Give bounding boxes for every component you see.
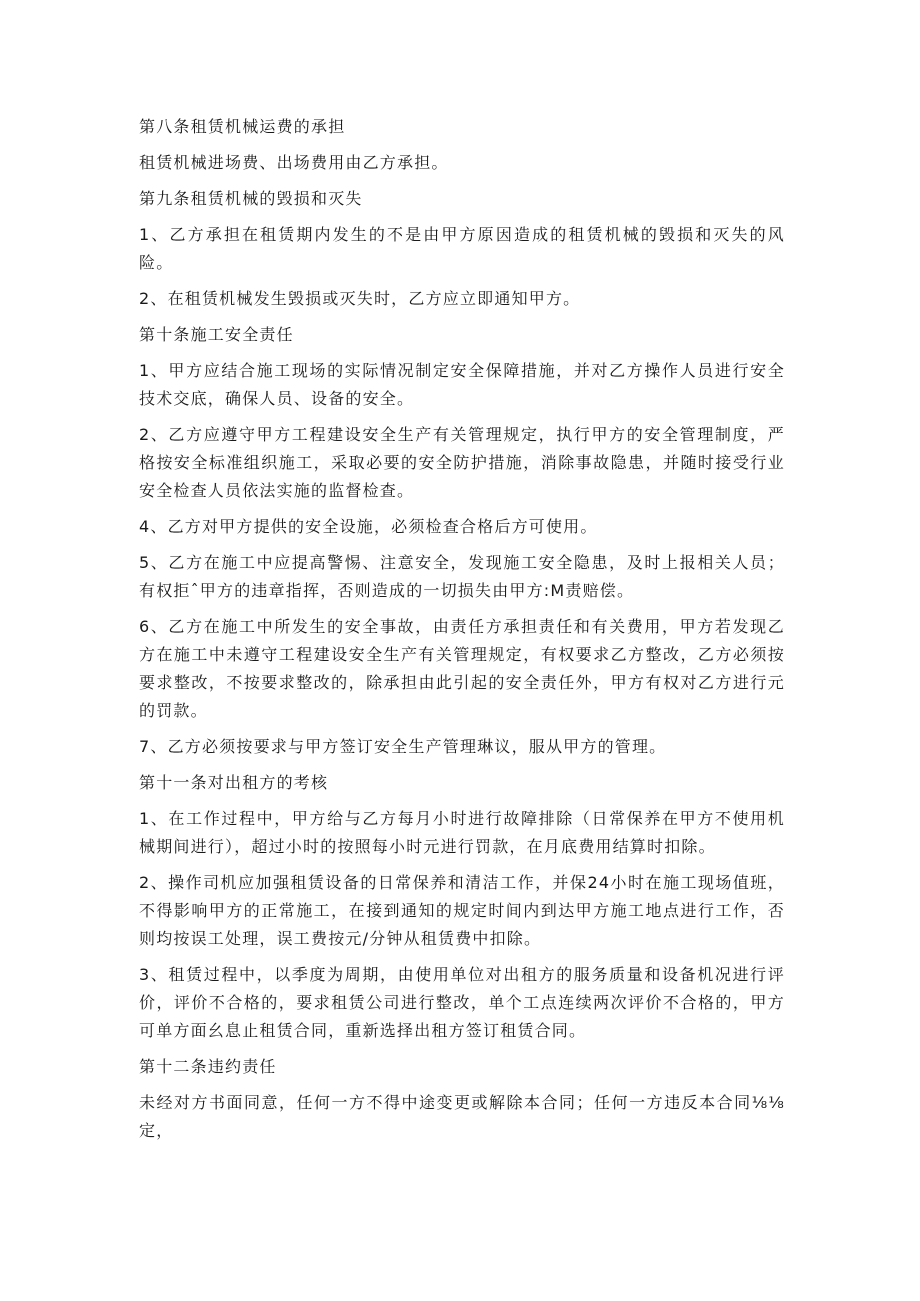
- paragraph: 未经对方书面同意，任何一方不得中途变更或解除本合同；任何一方违反本合同⅛⅛定，: [139, 1093, 785, 1140]
- section-heading-11: 第十一条对出租方的考核: [139, 773, 329, 792]
- paragraph: 4、乙方对甲方提供的安全设施，必须检查合格后方可使用。: [139, 517, 598, 536]
- paragraph: 6、乙方在施工中所发生的安全事故，由责任方承担责任和有关费用，甲方若发现乙方在施工中未遵守工程建设安全生产有关管理规定，有权要求乙方整改，乙方必须按要求整改，不按要求整改的，除承担由此引起的安全责任外，甲方有权对乙方进行元的罚款。: [139, 617, 785, 720]
- section-heading-10: 第十条施工安全责任: [139, 325, 294, 344]
- paragraph: 2、乙方应遵守甲方工程建设安全生产有关管理规定，执行甲方的安全管理制度，严格按安全标准组织施工，采取必要的安全防护措施，消除事故隐患，并随时接受行业安全检查人员依法实施的监督检查。: [139, 425, 785, 500]
- paragraph: 1、甲方应结合施工现场的实际情况制定安全保障措施，并对乙方操作人员进行安全技术交底，确保人员、设备的安全。: [139, 361, 785, 408]
- paragraph: 5、乙方在施工中应提高警惕、注意安全，发现施工安全隐患，及时上报相关人员；有权拒ˆ甲方的违章指挥，否则造成的一切损失由甲方:M责赔偿。: [139, 553, 785, 600]
- section-heading-12: 第十二条违约责任: [139, 1057, 277, 1076]
- section-heading-8: 第八条租赁机械运费的承担: [139, 117, 346, 136]
- paragraph: 2、在租赁机械发生毁损或灭失时，乙方应立即通知甲方。: [139, 289, 581, 308]
- paragraph: 7、乙方必须按要求与甲方签订安全生产管理琳议，服从甲方的管理。: [139, 737, 667, 756]
- paragraph: 1、在工作过程中，甲方给与乙方每月小时进行故障排除（日常保养在甲方不使用机械期间进行），超过小时的按照每小时元进行罚款，在月底费用结算时扣除。: [139, 809, 785, 856]
- paragraph: 1、乙方承担在租赁期内发生的不是由甲方原因造成的租赁机械的毁损和灭失的风险。: [139, 225, 785, 272]
- paragraph: 2、操作司机应加强租赁设备的日常保养和清洁工作，并保24小时在施工现场值班，不得影响甲方的正常施工，在接到通知的规定时间内到达甲方施工地点进行工作，否则均按误工处理，误工费按元/分钟从租赁费中扣除。: [139, 873, 785, 948]
- section-heading-9: 第九条租赁机械的毁损和灭失: [139, 189, 363, 208]
- paragraph: 租赁机械进场费、出场费用由乙方承担。: [139, 153, 449, 172]
- paragraph: 3、租赁过程中，以季度为周期，由使用单位对出租方的服务质量和设备机况进行评价，评价不合格的，要求租赁公司进行整改，单个工点连续两次评价不合格的，甲方可单方面幺息止租赁合同，重新选择出租方签订租赁合同。: [139, 965, 785, 1040]
- document-page: [139, 113, 785, 1153]
